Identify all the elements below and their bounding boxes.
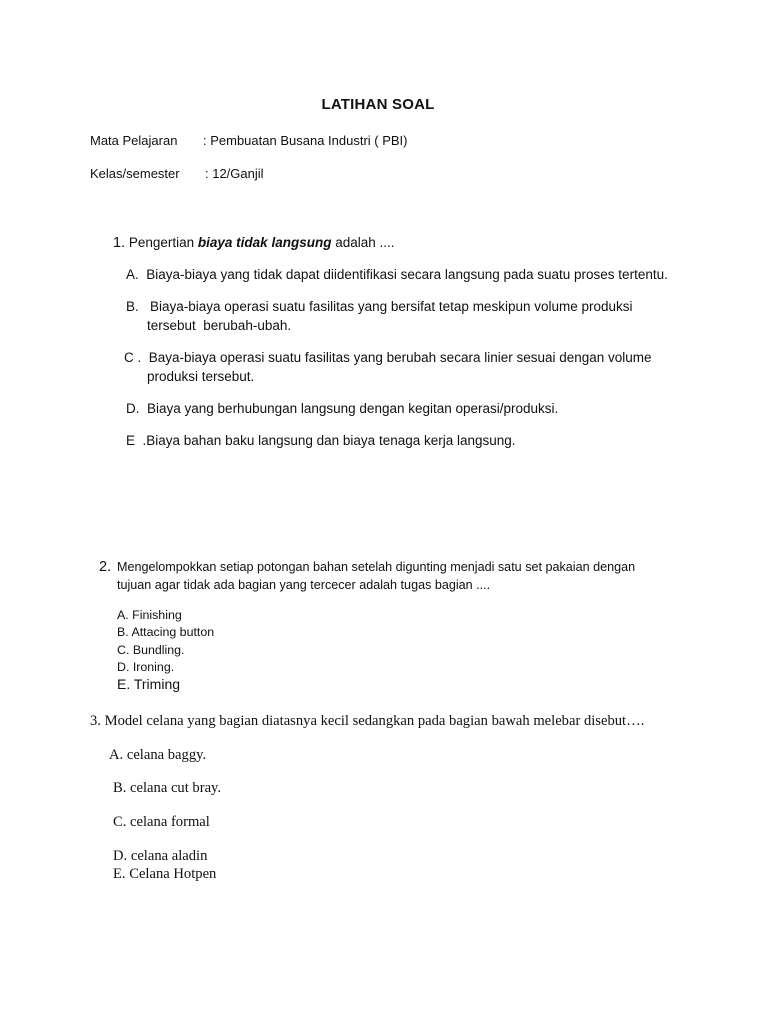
q3-option-d: D. celana aladin [113,848,208,864]
question-3: 3. Model celana yang bagian diatasnya kecil sedangkan pada bagian bawah melebar disebut…. [90,713,645,729]
question-2-line-2: tujuan agar tidak ada bagian yang tercecer adalah tugas bagian .... [117,578,491,592]
q2-option-a: A. Finishing [117,608,182,622]
question-1 [113,235,394,251]
question-2-line-1: Mengelompokkan setiap potongan bahan setelah digunting menjadi satu set pakaian dengan [117,560,636,574]
q3-option-a: A. celana baggy. [109,747,207,763]
q2-option-e: E. Triming [117,676,181,692]
question-1-prefix: Pengertian [125,235,198,250]
q2-option-d: D. Ironing. [117,660,175,674]
subject-label: Mata Pelajaran [90,133,178,148]
q1-option-b: B. Biaya-biaya operasi suatu fasilitas yang bersifat tetap meskipun volume produksi [126,299,633,314]
page-title: LATIHAN SOAL [321,96,435,113]
q1-option-c-cont: produksi tersebut. [147,369,255,384]
q1-option-a: A. Biaya-biaya yang tidak dapat diidentifikasi secara langsung pada suatu proses tertentu. [126,267,668,282]
q1-option-d: D. Biaya yang berhubungan langsung dengan kegitan operasi/produksi. [126,401,559,416]
question-1-number: 1. [113,235,126,251]
q1-option-c: C . Baya-biaya operasi suatu fasilitas yang berubah secara linier sesuai dengan volume [124,350,652,365]
q1-option-b-cont: tersebut berubah-ubah. [147,318,292,333]
q3-option-c: C. celana formal [113,814,210,830]
q1-option-e: E .Biaya bahan baku langsung dan biaya tenaga kerja langsung. [126,433,516,448]
q2-option-c: C. Bundling. [117,643,185,657]
class-label: Kelas/semester [90,166,180,181]
question-1-emphasis: biaya tidak langsung [197,235,332,250]
question-1-suffix: adalah .... [331,235,395,250]
class-value: : 12/Ganjil [205,166,264,181]
q3-option-e: E. Celana Hotpen [113,866,217,882]
question-2-number: 2. [99,559,112,575]
q2-option-b: B. Attacing button [117,625,215,639]
subject-value: : Pembuatan Busana Industri ( PBI) [203,133,408,148]
q3-option-b: B. celana cut bray. [113,780,222,796]
